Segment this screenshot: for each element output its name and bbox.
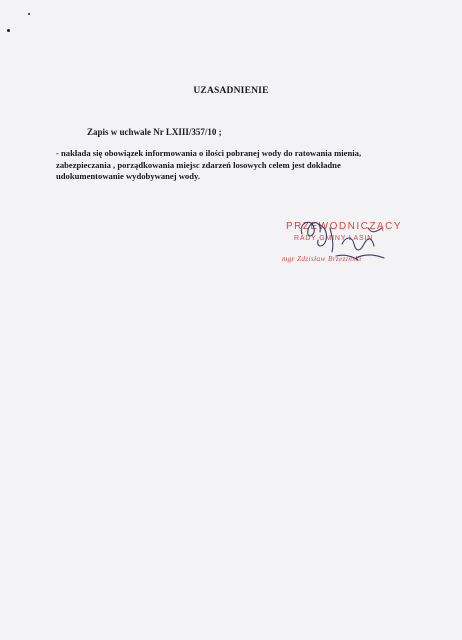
paragraph-line: - nakłada się obowiązek informowania o ilości pobranej wody do ratowania mienia, (56, 148, 362, 158)
stamp-line-title: PRZEWODNICZĄCY (286, 221, 402, 232)
stamp-line-council: RADY GMINY ŁASIN (294, 235, 374, 242)
scan-speck (28, 13, 30, 15)
document-title: UZASADNIENIE (193, 86, 269, 96)
document-subject: Zapis w uchwale Nr LXIII/357/10 ; (87, 127, 222, 137)
paragraph-line: zabezpieczania , porządkowania miejsc zdarzeń losowych celem jest dokładne (56, 159, 341, 170)
stamp-line-name: mgr Zdzisław Brzeziński (282, 255, 362, 263)
scan-speck (7, 29, 10, 32)
handwritten-signature (272, 214, 402, 274)
official-stamp (272, 214, 402, 274)
justification-paragraph (56, 148, 426, 183)
paragraph-line: udokumentowanie wydobywanej wody. (56, 171, 200, 181)
